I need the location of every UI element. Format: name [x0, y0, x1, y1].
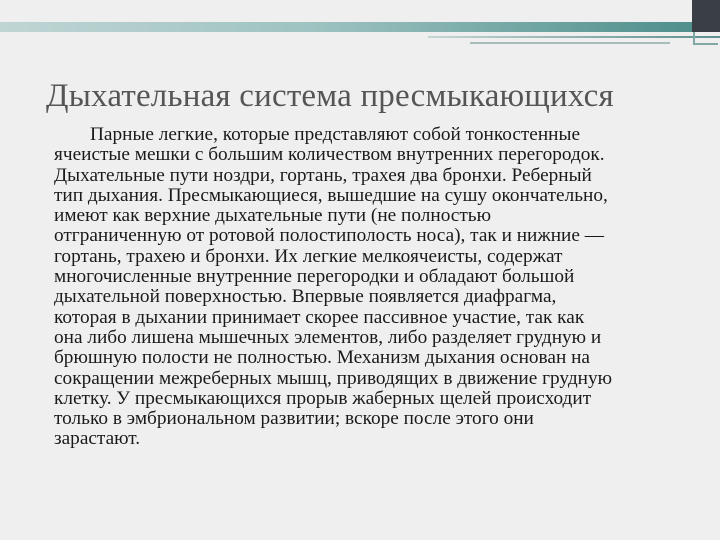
slide-title: Дыхательная система пресмыкающихся — [46, 78, 614, 114]
body-line: имеют как верхние дыхательные пути (не полностью — [54, 205, 491, 227]
body-line: отграниченную от ротовой полостиполость носа), так и нижние — — [54, 225, 604, 247]
body-line: многочисленные внутренние перегородки и обладают большой — [54, 266, 575, 288]
body-line: гортань, трахею и бронхи. Их легкие мелкоячеисты, содержат — [54, 245, 563, 267]
body-line: брюшную полости не полностью. Механизм дыхания основан на — [54, 347, 590, 369]
body-line: ячеистые мешки с большим количеством внутренних перегородок. — [54, 144, 605, 166]
top-thin-line — [428, 36, 720, 38]
body-line: она либо лишена мышечных элементов, либо разделяет грудную и — [54, 326, 602, 348]
body-line: только в эмбриональном развитии; вскоре после этого они — [54, 408, 534, 430]
top-dark-block — [692, 0, 720, 32]
corner-ornament — [692, 32, 720, 50]
body-line: которая в дыхании принимает скорее пассивное участие, так как — [54, 306, 585, 328]
top-thin-line-secondary — [470, 42, 670, 44]
top-teal-bar — [0, 22, 693, 32]
body-line: клетку. У пресмыкающихся прорыв жаберных щелей происходит — [54, 387, 592, 409]
slide-body — [54, 125, 696, 450]
body-line: Дыхательные пути ноздри, гортань, трахея два бронхи. Реберный — [54, 164, 592, 186]
body-line: Парные легкие, которые представляют собой тонкостенные — [90, 124, 581, 145]
body-line: тип дыхания. Пресмыкающиеся, вышедшие на сушу окончательно, — [54, 184, 608, 206]
body-line: дыхательной поверхностью. Впервые появляется диафрагма, — [54, 286, 557, 308]
body-line: сокращении межреберных мышц, приводящих в движение грудную — [54, 367, 613, 389]
body-line: зарастают. — [54, 428, 141, 450]
